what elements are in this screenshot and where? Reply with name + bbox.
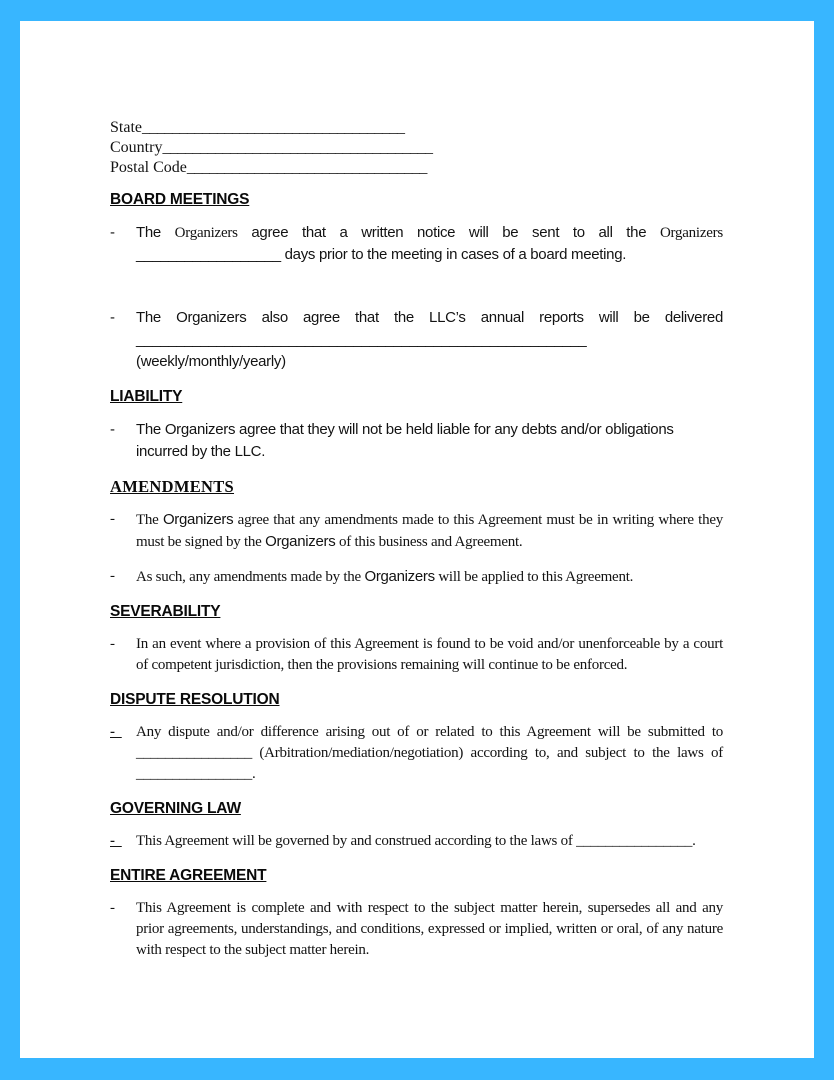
text-segment: Any dispute and/or difference arising out of or related to this Agreement will be submitted to ________________ (Arbitration/mediation/negotiation) according to, and subject to the laws of ________________. (136, 724, 723, 782)
section-heading-entire-agreement: ENTIRE AGREEMENT (110, 867, 267, 884)
text-segment: agree that a written notice will be sent to all the (237, 224, 660, 241)
bullet-marker: - (110, 636, 115, 652)
text-segment: Organizers (162, 511, 234, 528)
bullet-item (110, 222, 723, 266)
text-segment: This Agreement is complete and with respect to the subject matter herein, supersedes all and any prior agreements, understandings, and conditions, expressed or implied, written or oral, of any nature with respect to the subject matter herein. (136, 900, 723, 958)
field-blank-line: ________________________________ (186, 159, 427, 176)
document-page (20, 21, 814, 1058)
section-heading-liability: LIABILITY (110, 388, 183, 405)
bullet-item (110, 722, 723, 785)
bullet-marker: - (110, 900, 115, 916)
bullet-text (136, 222, 723, 266)
text-segment: of this business and Agreement. (335, 534, 523, 550)
text-segment: Organizers (174, 225, 238, 241)
bullet-marker: - (110, 833, 122, 849)
field-postal-code (110, 158, 723, 178)
field-blank-line: ___________________________________ (142, 119, 405, 136)
text-segment: The Organizers also agree that the LLC’s annual reports will be delivered ________________________________________________________ (weekly/monthly/yearly) (136, 309, 723, 370)
text-segment: __________________ days prior to the meeting in cases of a board meeting. (136, 246, 627, 263)
bullet-marker: - (110, 511, 115, 527)
bullet-text (136, 307, 723, 373)
field-label: Postal Code (110, 159, 187, 176)
bullet-item (110, 566, 723, 588)
bullet-text (136, 634, 723, 676)
bullet-text (136, 831, 723, 852)
section-heading-dispute-resolution: DISPUTE RESOLUTION (110, 691, 280, 708)
bullet-text (136, 419, 723, 463)
bullet-item (110, 898, 723, 961)
bullet-marker: - (110, 224, 115, 241)
section-heading-amendments: AMENDMENTS (110, 477, 235, 496)
bullet-item (110, 307, 723, 373)
bullet-marker: - (110, 568, 115, 584)
field-state (110, 118, 723, 138)
text-segment: In an event where a provision of this Agreement is found to be void and/or unenforceable by a court of competent jurisdiction, then the provisions remaining will continue to be enforced. (136, 636, 723, 673)
bullet-item (110, 831, 723, 852)
text-segment: This Agreement will be governed by and construed according to the laws of ________________. (136, 833, 696, 849)
section-heading-severability: SEVERABILITY (110, 603, 221, 620)
text-segment: will be applied to this Agreement. (434, 569, 634, 585)
text-segment: The Organizers agree that they will not be held liable for any debts and/or obligations incurred by the LLC. (136, 421, 674, 460)
field-label: Country (110, 139, 163, 156)
bullet-text (136, 898, 723, 961)
section-heading-board-meetings: BOARD MEETINGS (110, 191, 250, 208)
field-blank-line: ____________________________________ (162, 139, 433, 156)
address-fields (110, 118, 723, 178)
section-heading-governing-law: GOVERNING LAW (110, 800, 241, 817)
bullet-text (136, 566, 723, 588)
bullet-marker: - (110, 724, 122, 740)
text-segment: agree that any amendments made to this Agreement must be in writing where they must be signed by the (136, 512, 723, 550)
text-segment: As such, any amendments made by the (136, 569, 365, 585)
field-country (110, 138, 723, 158)
bullet-item (110, 419, 723, 463)
text-segment: The (136, 224, 175, 241)
bullet-item (110, 509, 723, 553)
text-segment: Organizers (364, 568, 435, 585)
bullet-text (136, 509, 723, 553)
bullet-marker: - (110, 309, 115, 326)
document-content (20, 21, 814, 961)
text-segment: Organizers (265, 533, 336, 550)
text-segment: The (136, 512, 163, 528)
bullet-marker: - (110, 421, 115, 438)
document-sections (110, 189, 723, 961)
text-segment: Organizers (659, 225, 723, 241)
bullet-item (110, 634, 723, 676)
field-label: State (110, 119, 142, 136)
bullet-text (136, 722, 723, 785)
